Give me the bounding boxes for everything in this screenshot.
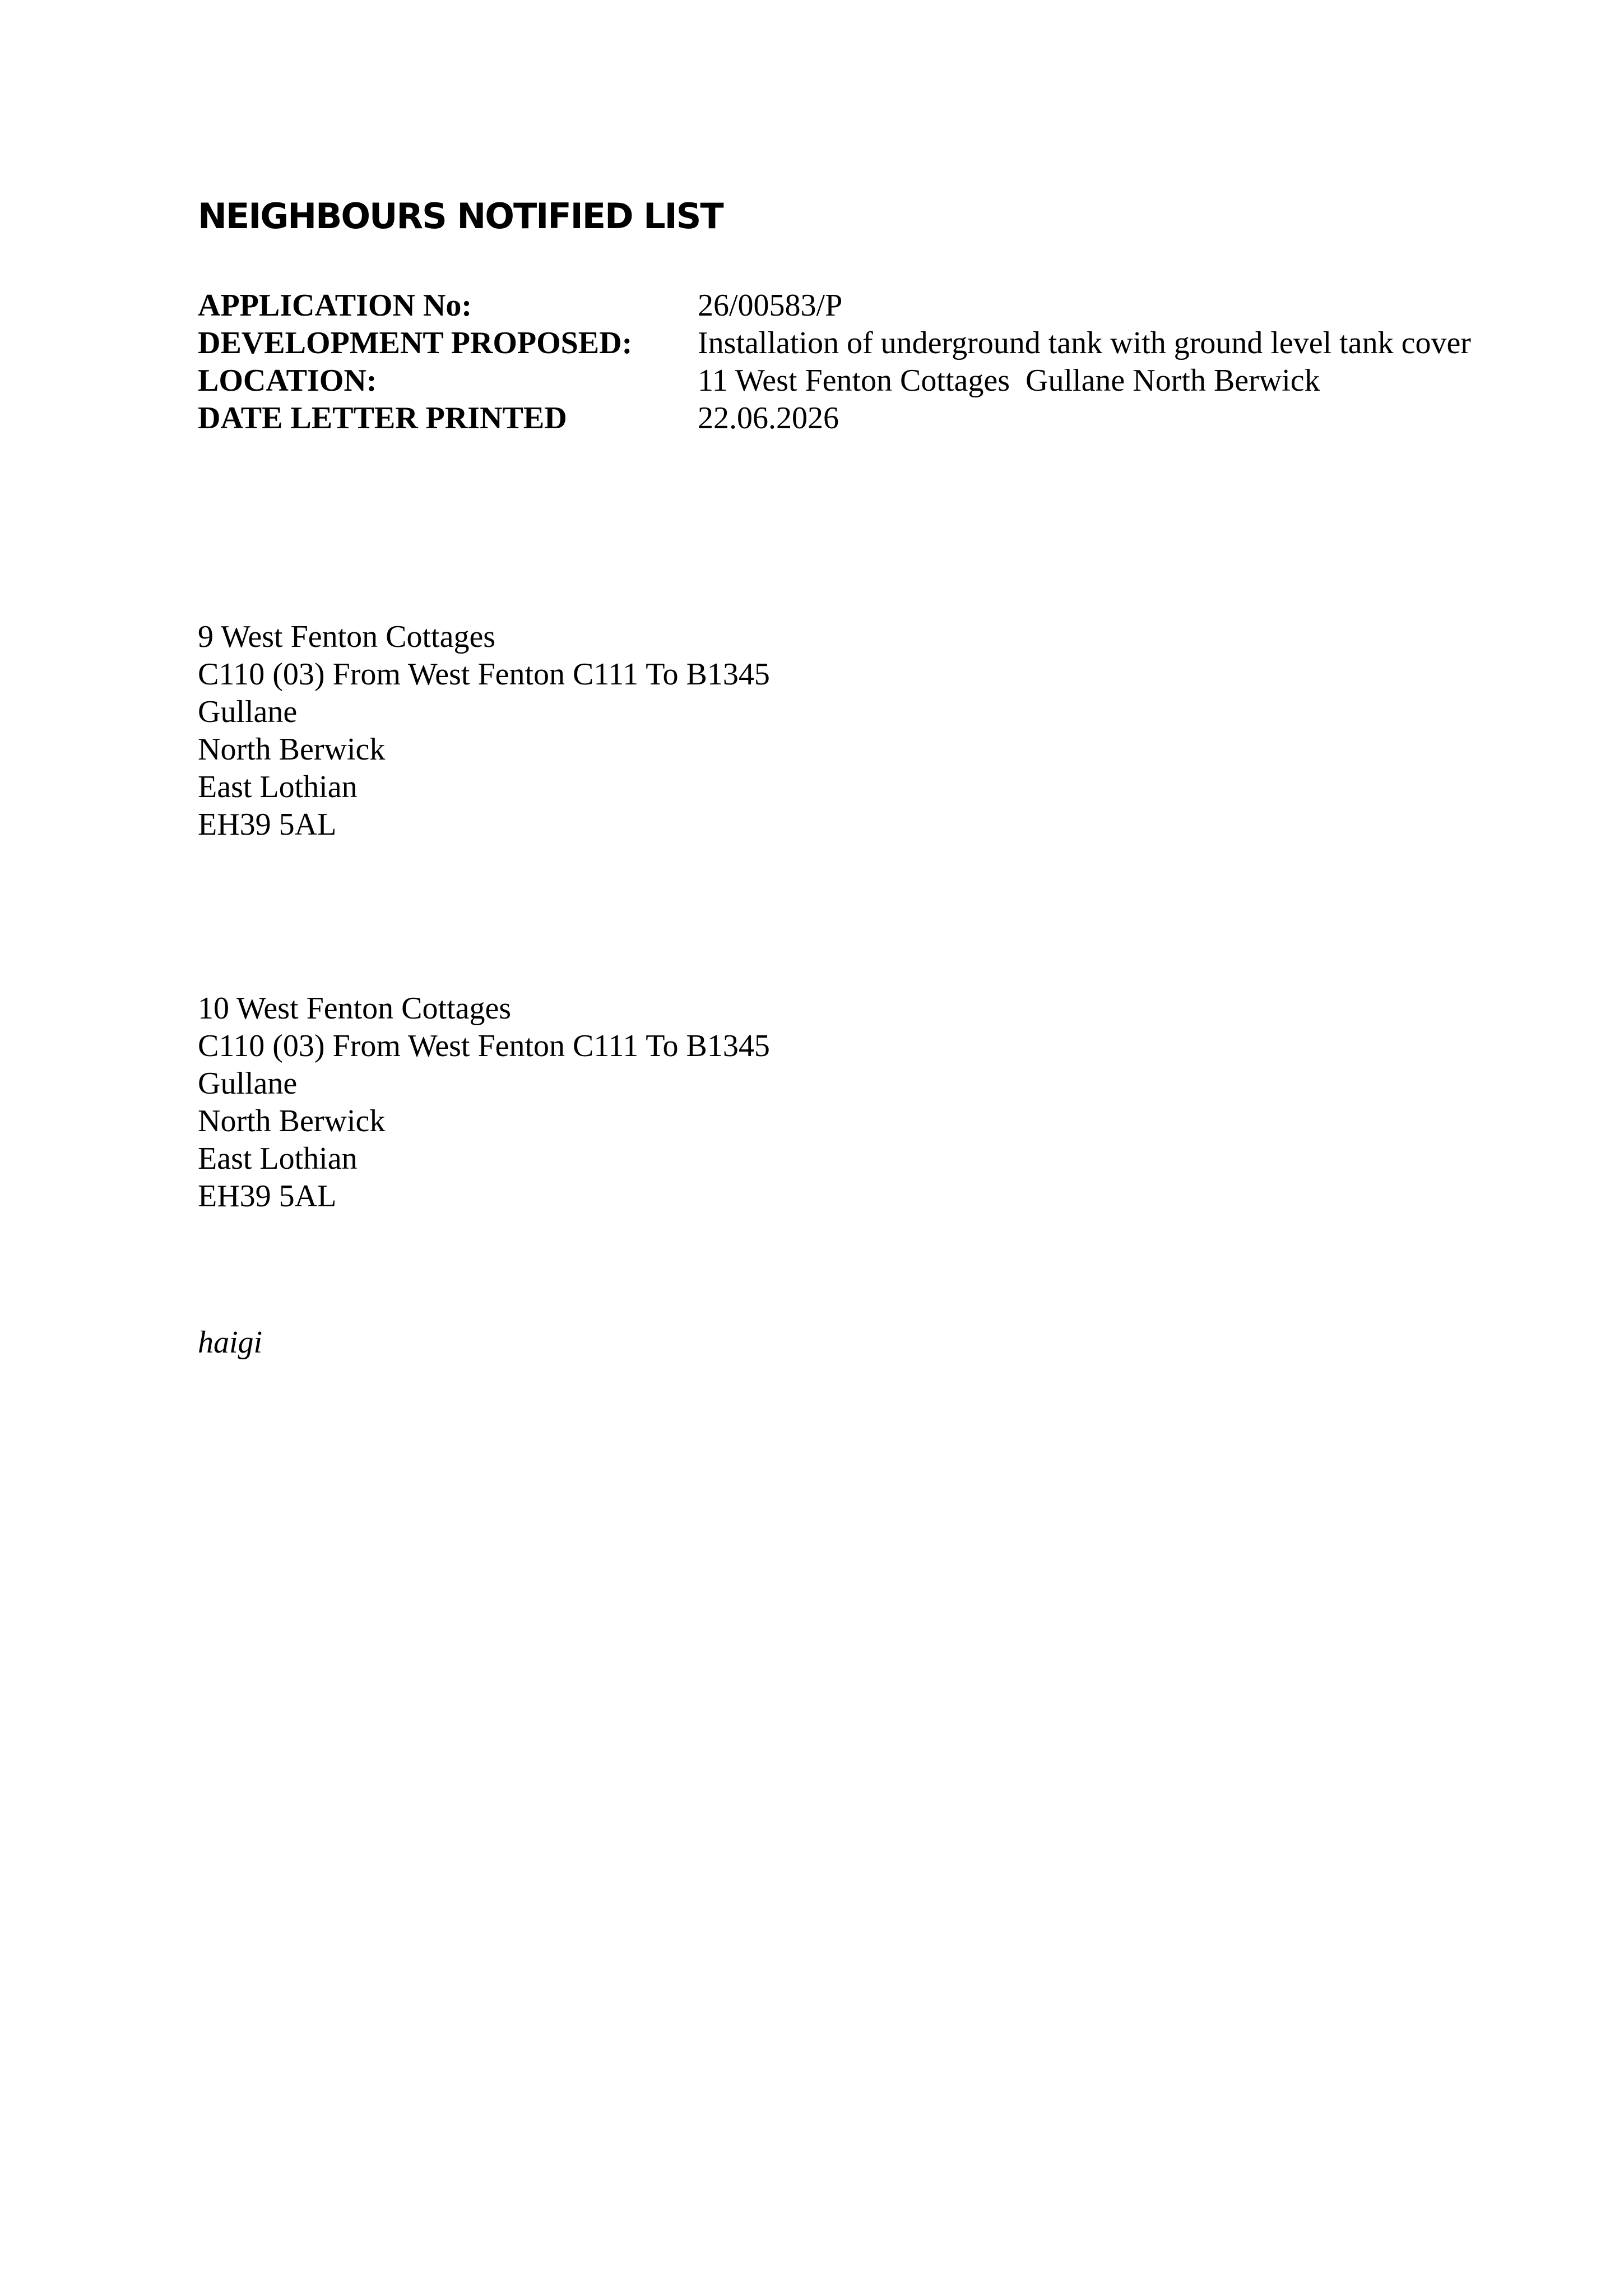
- application-number-row: [198, 287, 1471, 325]
- address-line: North Berwick: [198, 1104, 386, 1138]
- application-number-label: APPLICATION No:: [198, 288, 472, 323]
- page-title: NEIGHBOURS NOTIFIED LIST: [198, 196, 723, 237]
- address-line: North Berwick: [198, 732, 386, 767]
- location-row: [198, 362, 1471, 400]
- application-details: [198, 287, 1471, 437]
- address-line: Gullane: [198, 695, 298, 729]
- address-line: East Lothian: [198, 1141, 358, 1176]
- address-line: EH39 5AL: [198, 1179, 337, 1214]
- officer-initials: haigi: [198, 1325, 263, 1360]
- neighbour-address-1: [198, 618, 770, 844]
- address-line: Gullane: [198, 1066, 298, 1101]
- location-value: 11 West Fenton Cottages Gullane North Berwick: [698, 363, 1320, 398]
- address-line: C110 (03) From West Fenton C111 To B1345: [198, 1029, 770, 1063]
- address-line: 10 West Fenton Cottages: [198, 991, 512, 1026]
- address-line: EH39 5AL: [198, 807, 337, 842]
- location-label: LOCATION:: [198, 363, 377, 398]
- neighbour-address-2: [198, 990, 770, 1215]
- date-letter-printed-label: DATE LETTER PRINTED: [198, 401, 567, 436]
- date-letter-printed-row: [198, 400, 1471, 437]
- address-line: 9 West Fenton Cottages: [198, 619, 496, 654]
- address-line: East Lothian: [198, 770, 358, 804]
- development-proposed-label: DEVELOPMENT PROPOSED:: [198, 326, 633, 360]
- application-number-value: 26/00583/P: [698, 288, 843, 323]
- address-line: C110 (03) From West Fenton C111 To B1345: [198, 657, 770, 692]
- development-proposed-row: [198, 325, 1471, 362]
- development-proposed-value: Installation of underground tank with ground level tank cover: [698, 326, 1471, 360]
- date-letter-printed-value: 22.06.2026: [698, 401, 839, 436]
